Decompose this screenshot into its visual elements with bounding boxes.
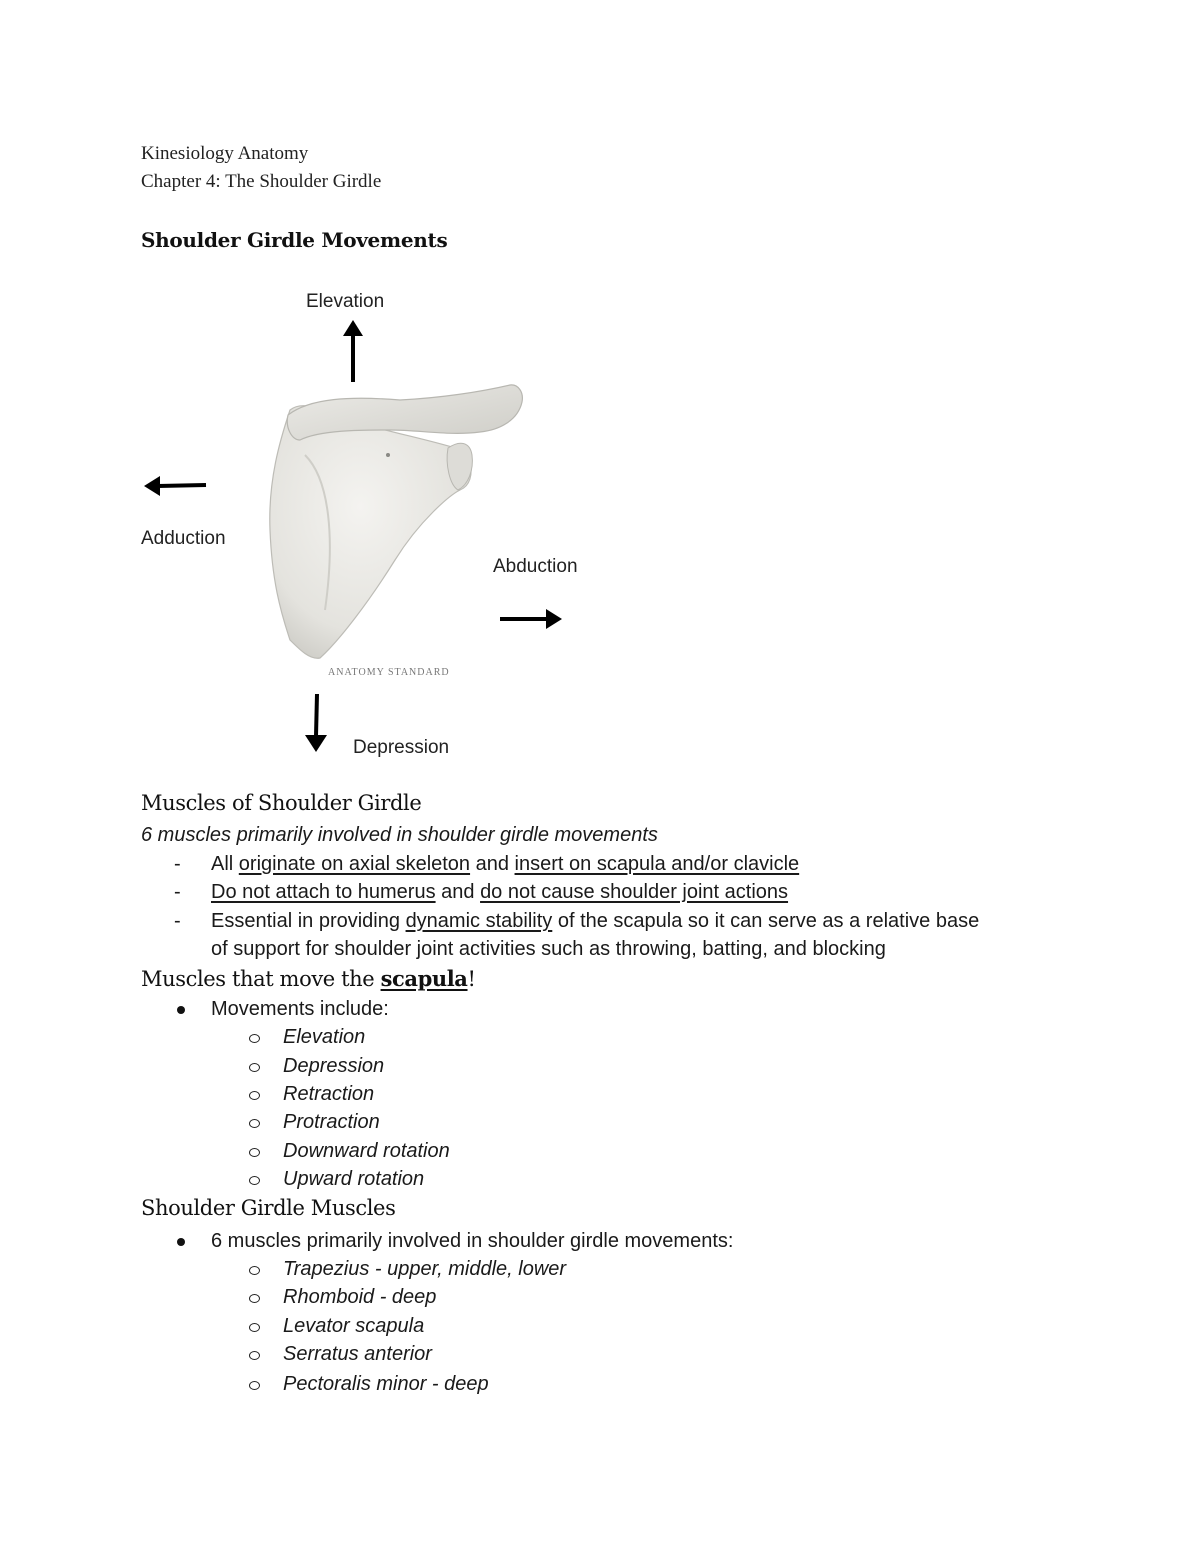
list-item-text: and bbox=[470, 853, 515, 875]
adduction-arrow bbox=[158, 485, 206, 486]
label-adduction: Adduction bbox=[141, 528, 226, 549]
section-heading-muscles-girdle: Muscles of Shoulder Girdle bbox=[141, 791, 422, 815]
circle-bullet-icon bbox=[249, 1266, 260, 1275]
bullet-icon bbox=[177, 1006, 185, 1014]
elevation-arrowhead bbox=[343, 320, 363, 336]
list-item-dash: - bbox=[174, 910, 181, 932]
list-item-underlined: Do not attach to humerus bbox=[211, 881, 436, 903]
movement-item: Protraction bbox=[283, 1111, 380, 1133]
chapter-title: Chapter 4: The Shoulder Girdle bbox=[141, 171, 382, 192]
bullet-text: 6 muscles primarily involved in shoulder girdle movements: bbox=[211, 1230, 734, 1252]
muscle-item: Trapezius - upper, middle, lower bbox=[283, 1258, 567, 1280]
heading-text: ! bbox=[467, 967, 476, 991]
list-item-underlined: originate on axial skeleton bbox=[238, 853, 471, 875]
circle-bullet-icon bbox=[249, 1323, 260, 1332]
movement-item: Elevation bbox=[283, 1026, 366, 1048]
scapula-bone-body bbox=[270, 406, 471, 659]
circle-bullet-icon bbox=[249, 1119, 260, 1128]
bullet-icon bbox=[177, 1238, 185, 1246]
list-item-underlined: dynamic stability bbox=[405, 910, 553, 932]
scapula-diagram-svg bbox=[130, 280, 610, 760]
muscle-item: Rhomboid - deep bbox=[283, 1286, 437, 1308]
movement-item: Retraction bbox=[283, 1083, 375, 1105]
list-item-text: All bbox=[211, 853, 239, 875]
list-item bbox=[211, 881, 788, 904]
list-item-dash: - bbox=[174, 881, 181, 903]
list-item-dash: - bbox=[174, 853, 181, 875]
list-item bbox=[211, 910, 979, 933]
circle-bullet-icon bbox=[249, 1063, 260, 1072]
muscle-item: Levator scapula bbox=[283, 1315, 425, 1337]
bullet-text: Movements include: bbox=[211, 998, 389, 1020]
circle-bullet-icon bbox=[249, 1091, 260, 1100]
circle-bullet-icon bbox=[249, 1148, 260, 1157]
anatomy-standard-watermark: ANATOMY STANDARD bbox=[328, 667, 450, 678]
heading-text: Muscles that move the bbox=[141, 967, 381, 991]
circle-bullet-icon bbox=[249, 1176, 260, 1185]
label-abduction: Abduction bbox=[493, 556, 578, 577]
list-item bbox=[211, 853, 799, 876]
list-item-continuation: of support for shoulder joint activities such as throwing, batting, and blocking bbox=[211, 938, 886, 960]
list-item-underlined: do not cause shoulder joint actions bbox=[480, 881, 789, 903]
section-heading-movements: Shoulder Girdle Movements bbox=[141, 228, 448, 252]
list-item-text: Essential in providing bbox=[211, 910, 406, 932]
adduction-arrowhead bbox=[144, 476, 160, 496]
circle-bullet-icon bbox=[249, 1294, 260, 1303]
depression-arrow bbox=[316, 694, 317, 736]
abduction-arrowhead bbox=[546, 609, 562, 629]
circle-bullet-icon bbox=[249, 1381, 260, 1390]
scapula-movement-diagram bbox=[130, 280, 610, 760]
label-depression: Depression bbox=[353, 737, 450, 758]
list-item-text: and bbox=[435, 881, 481, 903]
depression-arrowhead bbox=[305, 735, 327, 752]
label-elevation: Elevation bbox=[306, 291, 385, 312]
heading-emphasis: scapula bbox=[380, 966, 468, 991]
list-item-text: of the scapula so it can serve as a relative base bbox=[552, 910, 980, 932]
scapula-spine bbox=[287, 385, 522, 440]
section2-subtitle: 6 muscles primarily involved in shoulder girdle movements bbox=[141, 824, 658, 846]
course-title: Kinesiology Anatomy bbox=[141, 143, 309, 164]
section-heading-scapula bbox=[141, 966, 476, 991]
circle-bullet-icon bbox=[249, 1351, 260, 1360]
movement-item: Upward rotation bbox=[283, 1168, 425, 1190]
muscle-item: Serratus anterior bbox=[283, 1343, 432, 1365]
list-item-underlined: insert on scapula and/or clavicle bbox=[514, 853, 800, 875]
muscle-item: Pectoralis minor - deep bbox=[283, 1373, 489, 1395]
circle-bullet-icon bbox=[249, 1034, 260, 1043]
movement-item: Depression bbox=[283, 1055, 385, 1077]
movement-item: Downward rotation bbox=[283, 1140, 450, 1162]
section-heading-girdle-muscles: Shoulder Girdle Muscles bbox=[141, 1196, 396, 1220]
